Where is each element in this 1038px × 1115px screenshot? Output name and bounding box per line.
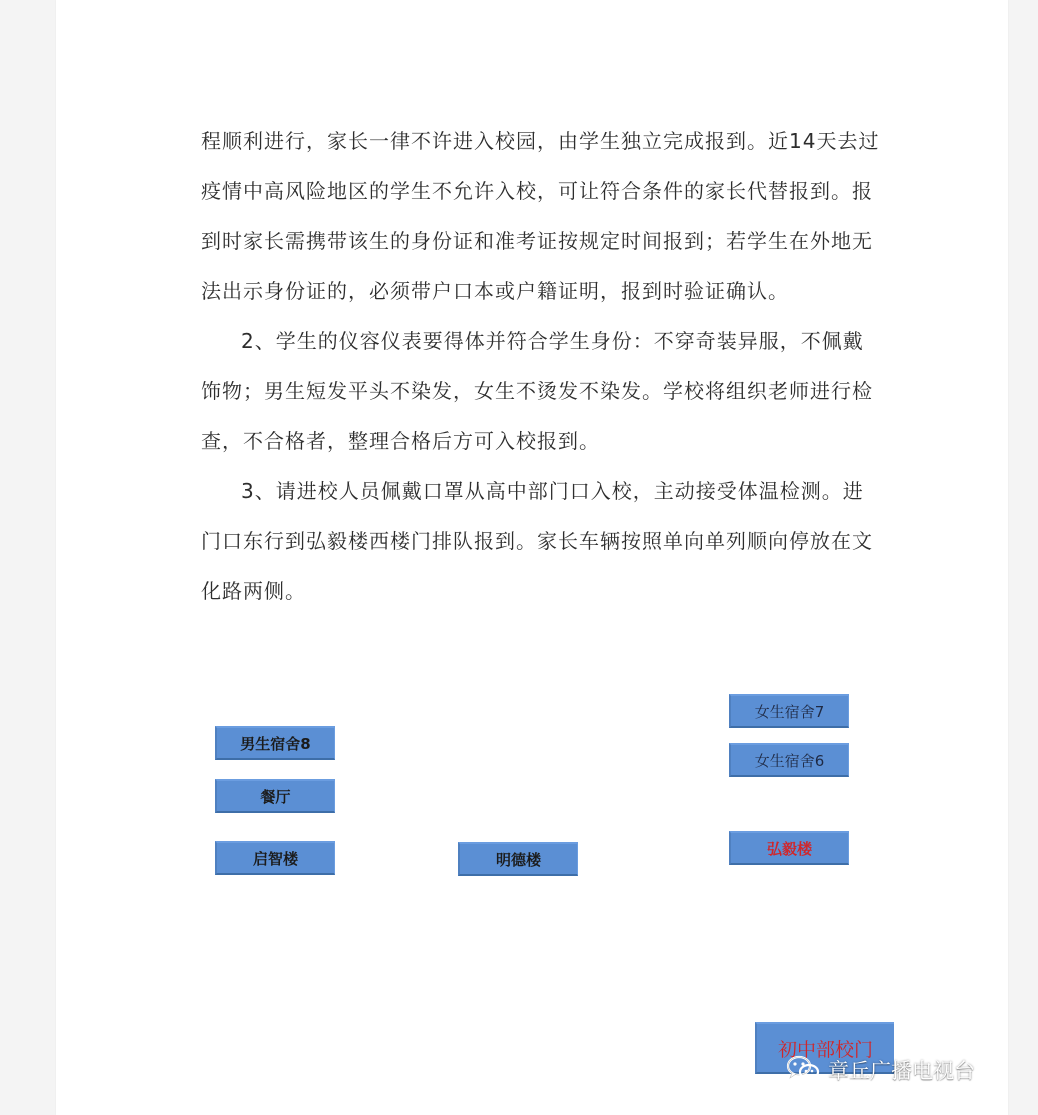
watermark-label: 章丘广播电视台 bbox=[828, 1059, 975, 1083]
map-box-qizhi-building: 启智楼 bbox=[215, 841, 335, 875]
wechat-icon bbox=[786, 1054, 820, 1087]
paragraph-3: 3、请进校人员佩戴口罩从高中部门口入校，主动接受体温检测。进门口东行到弘毅楼西楼门排队报到。家长车辆按照单向单列顺向停放在文化路两侧。 bbox=[201, 479, 873, 603]
document-page bbox=[56, 0, 1008, 1115]
map-box-male-dorm: 男生宿舍8 bbox=[215, 726, 335, 760]
map-box-canteen: 餐厅 bbox=[215, 779, 335, 813]
map-box-female-dorm-6: 女生宿舍6 bbox=[729, 743, 849, 777]
map-box-mingde-building: 明德楼 bbox=[458, 842, 578, 876]
map-box-hongyi-building: 弘毅楼 bbox=[729, 831, 849, 865]
map-box-female-dorm-7: 女生宿舍7 bbox=[729, 694, 849, 728]
watermark bbox=[786, 1052, 975, 1088]
paragraph-1: 程顺利进行，家长一律不许进入校园，由学生独立完成报到。近14天去过疫情中高风险地区的学生不允许入校，可让符合条件的家长代替报到。报到时家长需携带该生的身份证和准考证按规定时间报到；若学生在外地无法出示身份证的，必须带户口本或户籍证明，报到时验证确认。 bbox=[201, 129, 880, 303]
article-body bbox=[201, 116, 881, 616]
map-box-junior-school-gate: 初中部校门 bbox=[755, 1022, 894, 1074]
paragraph-2: 2、学生的仪容仪表要得体并符合学生身份：不穿奇装异服，不佩戴饰物；男生短发平头不染发，女生不烫发不染发。学校将组织老师进行检查，不合格者，整理合格后方可入校报到。 bbox=[201, 329, 873, 453]
